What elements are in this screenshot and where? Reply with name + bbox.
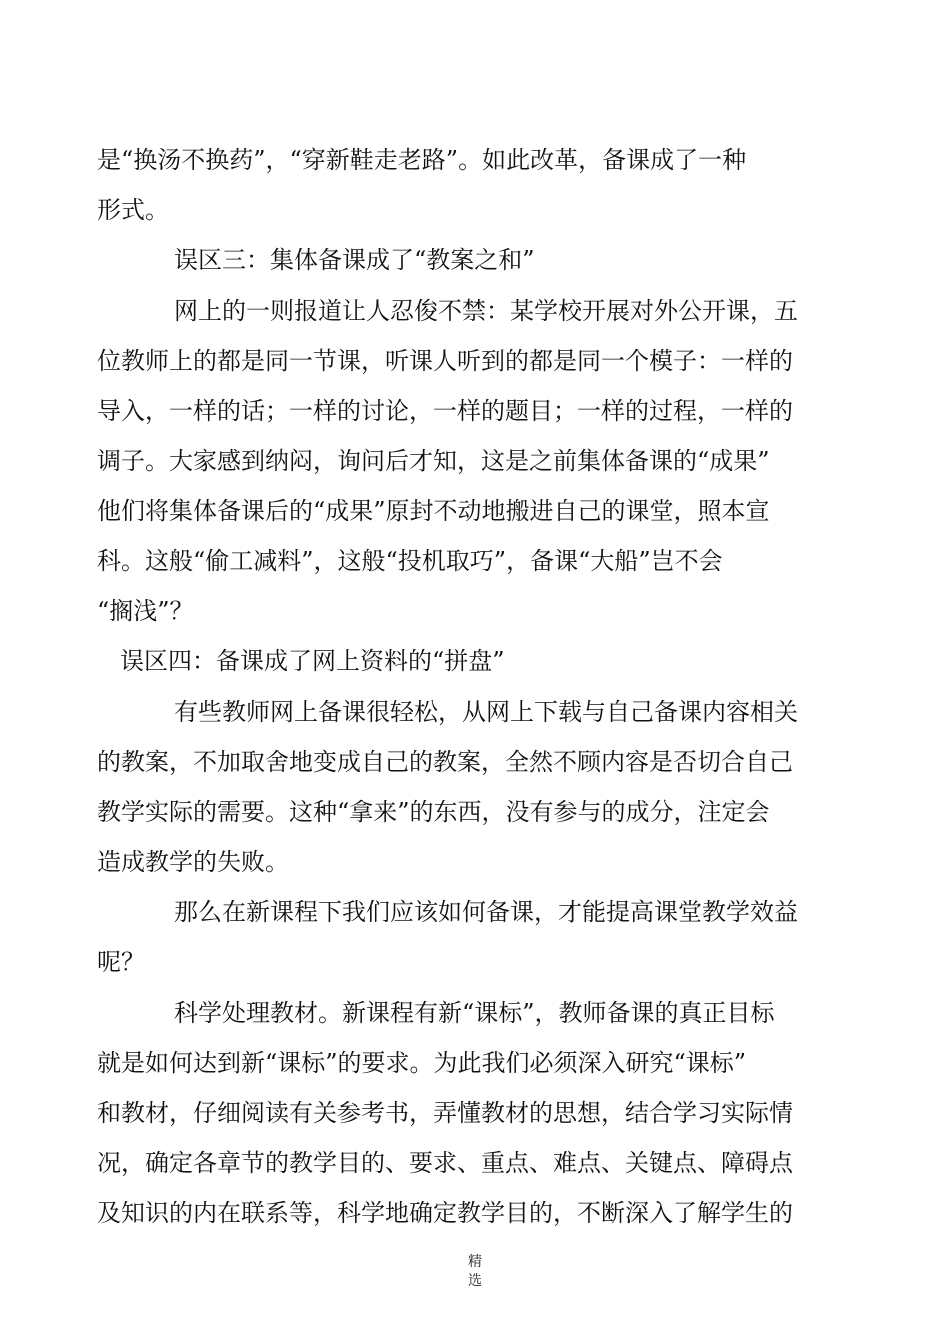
body-text-line: 科。这般“偷工减料”，这般“投机取巧”，备课“大船”岂不会 (97, 547, 723, 575)
body-text-line: 造成教学的失败。 (97, 848, 289, 876)
body-text-line: 的教案，不加取舍地变成自己的教案，全然不顾内容是否切合自己 (97, 748, 793, 776)
body-text-line: 及知识的内在联系等，科学地确定教学目的，不断深入了解学生的 (97, 1199, 793, 1227)
page-footer-mark: 精 (468, 1254, 482, 1270)
body-text-line: 那么在新课程下我们应该如何备课，才能提高课堂教学效益 (174, 898, 798, 926)
body-text-line: 导入，一样的话；一样的讨论，一样的题目；一样的过程，一样的 (97, 397, 793, 425)
body-text-line: 就是如何达到新“课标”的要求。为此我们必须深入研究“课标” (97, 1049, 747, 1077)
body-text-line: 形式。 (97, 196, 169, 224)
page-footer-mark: 选 (468, 1273, 482, 1289)
body-text-line: 呢？ (97, 948, 145, 976)
body-text-line: 调子。大家感到纳闷，询问后才知，这是之前集体备课的“成果” (97, 447, 770, 475)
body-text-line: 他们将集体备课后的“成果”原封不动地搬进自己的课堂，照本宣 (97, 497, 770, 525)
body-text-line: 是“换汤不换药”，“穿新鞋走老路”。如此改革，备课成了一种 (97, 146, 747, 174)
body-text-line: 位教师上的都是同一节课，听课人听到的都是同一个模子：一样的 (97, 347, 793, 375)
body-text-line: 和教材，仔细阅读有关参考书，弄懂教材的思想，结合学习实际情 (97, 1099, 793, 1127)
body-text-line: 科学处理教材。新课程有新“课标”，教师备课的真正目标 (174, 999, 775, 1027)
body-text-line: 况，确定各章节的教学目的、要求、重点、难点、关键点、障碍点 (97, 1149, 793, 1177)
section-heading: 误区四：备课成了网上资料的“拼盘” (120, 647, 505, 675)
body-text-line: 教学实际的需要。这种“拿来”的东西，没有参与的成分，注定会 (97, 798, 770, 826)
section-heading: 误区三：集体备课成了“教案之和” (174, 246, 535, 274)
body-text-line: “搁浅”？ (97, 597, 194, 625)
body-text-line: 网上的一则报道让人忍俊不禁：某学校开展对外公开课，五 (174, 297, 798, 325)
body-text-line: 有些教师网上备课很轻松，从网上下载与自己备课内容相关 (174, 698, 798, 726)
